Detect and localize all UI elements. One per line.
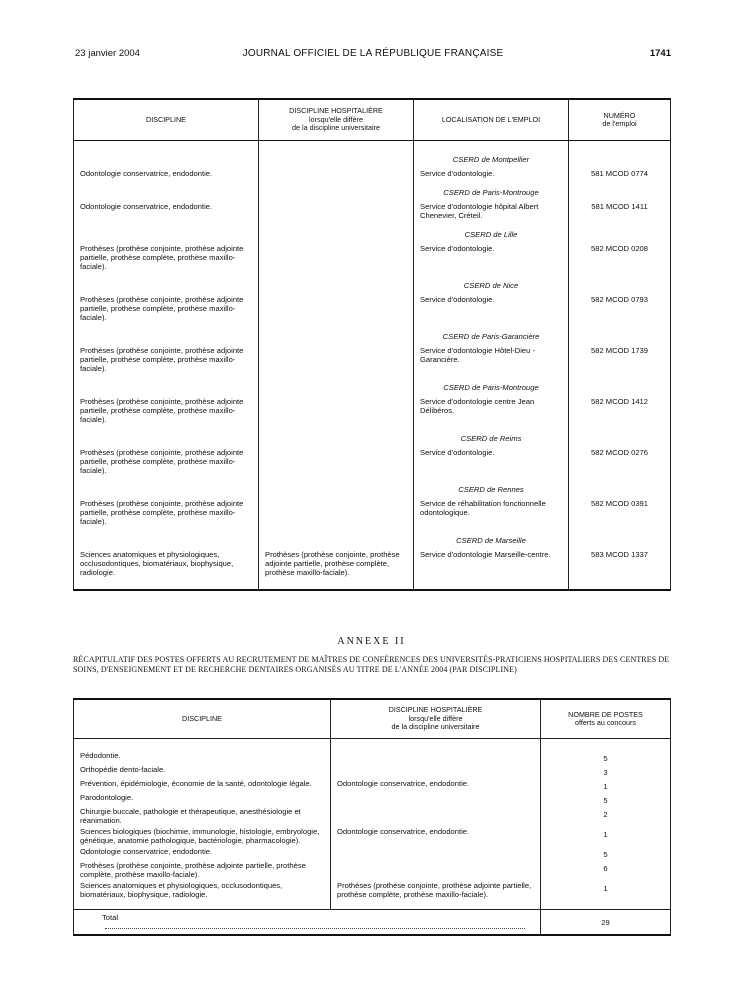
numero-cell: 582 MCOD 0391 xyxy=(569,479,671,530)
header-numero: NUMÉRO de l'emploi xyxy=(569,99,671,141)
localisation-cell xyxy=(414,275,569,326)
total-label: Total xyxy=(102,913,119,922)
count-cell: 3 xyxy=(541,763,671,777)
table-row xyxy=(74,377,671,428)
service-label: Service d'odontologie centre Jean Délibéros. xyxy=(420,397,535,415)
table-row xyxy=(74,182,671,224)
service-label: Service d'odontologie. xyxy=(420,169,495,178)
hosp-cell xyxy=(331,805,541,825)
hosp-cell: Odontologie conservatrice, endodontie. xyxy=(331,825,541,845)
numero-cell: 582 MCOD 0276 xyxy=(569,428,671,479)
table-row xyxy=(74,326,671,377)
hosp-cell xyxy=(259,224,414,275)
count-cell: 5 xyxy=(541,739,671,764)
page-number: 1741 xyxy=(649,48,671,59)
table-row xyxy=(74,739,671,764)
discipline-cell: Odontologie conservatrice, endodontie. xyxy=(74,182,259,224)
numero-cell: 581 MCOD 1411 xyxy=(569,182,671,224)
discipline-cell: Sciences biologiques (biochimie, immunologie, histologie, embryologie, génétique, anatomie pathologique, bactériologie, pharmacologie). xyxy=(74,825,331,845)
table-row xyxy=(74,428,671,479)
header-hosp: DISCIPLINE HOSPITALIÈRE lorsqu'elle diffère de la discipline universitaire xyxy=(331,699,541,739)
discipline-cell: Prothèses (prothèse conjointe, prothèse adjointe partielle, prothèse complète, prothèse maxillo-faciale). xyxy=(74,479,259,530)
page-header xyxy=(75,48,671,62)
hosp-cell xyxy=(331,763,541,777)
count-cell: 5 xyxy=(541,845,671,859)
hosp-cell xyxy=(259,326,414,377)
hosp-cell xyxy=(259,428,414,479)
recap-table xyxy=(73,698,671,936)
discipline-cell: Prothèses (prothèse conjointe, prothèse adjointe partielle, prothèse complète, prothèse maxillo-faciale). xyxy=(74,428,259,479)
cserd-label: CSERD de Marseille xyxy=(456,536,526,545)
table-row xyxy=(74,859,671,879)
discipline-cell: Orthopédie dento-faciale. xyxy=(74,763,331,777)
numero-cell: 582 MCOD 0793 xyxy=(569,275,671,326)
cserd-label: CSERD de Nice xyxy=(463,281,519,290)
numero-cell: 583 MCOD 1337 xyxy=(569,530,671,590)
table-row xyxy=(74,141,671,183)
hosp-cell: Prothèses (prothèse conjointe, prothèse adjointe partielle, prothèse complète, prothèse maxillo-faciale). xyxy=(331,879,541,910)
count-cell: 2 xyxy=(541,805,671,825)
discipline-cell: Prévention, épidémiologie, économie de la santé, odontologie légale. xyxy=(74,777,331,791)
localisation-cell xyxy=(414,182,569,224)
localisation-cell xyxy=(414,141,569,183)
numero-cell: 582 MCOD 1412 xyxy=(569,377,671,428)
numero-cell: 581 MCOD 0774 xyxy=(569,141,671,183)
header-nombre: NOMBRE DE POSTES offerts au concours xyxy=(541,699,671,739)
table-row xyxy=(74,763,671,777)
hosp-cell xyxy=(259,182,414,224)
total-label-cell xyxy=(74,910,541,936)
hosp-cell xyxy=(259,275,414,326)
service-label: Service d'odontologie. xyxy=(420,295,495,304)
cserd-label: CSERD de Lille xyxy=(464,230,518,239)
cserd-label: CSERD de Montpellier xyxy=(452,155,530,164)
posts-table xyxy=(73,98,671,591)
header-localisation: LOCALISATION DE L'EMPLOI xyxy=(414,99,569,141)
table-row xyxy=(74,845,671,859)
hosp-cell xyxy=(259,377,414,428)
count-cell: 5 xyxy=(541,791,671,805)
numero-cell: 582 MCOD 0208 xyxy=(569,224,671,275)
localisation-cell xyxy=(414,479,569,530)
cserd-label: CSERD de Paris-Montrouge xyxy=(443,188,539,197)
discipline-cell: Sciences anatomiques et physiologiques, occlusodontiques, biomatériaux, biophysique, radiologie. xyxy=(74,530,259,590)
localisation-cell xyxy=(414,326,569,377)
total-row xyxy=(74,910,671,936)
discipline-cell: Sciences anatomiques et physiologiques, occlusodontiques, biomatériaux, biophysique, radiologie. xyxy=(74,879,331,910)
service-label: Service d'odontologie Hôtel-Dieu - Garancière. xyxy=(420,346,535,364)
count-cell: 6 xyxy=(541,859,671,879)
hosp-cell xyxy=(331,739,541,764)
table-row xyxy=(74,879,671,910)
discipline-cell: Pédodontie. xyxy=(74,739,331,764)
hosp-cell xyxy=(331,859,541,879)
count-cell: 1 xyxy=(541,825,671,845)
cserd-label: CSERD de Paris-Montrouge xyxy=(443,383,539,392)
table-row xyxy=(74,530,671,590)
numero-cell: 582 MCOD 1739 xyxy=(569,326,671,377)
total-value: 29 xyxy=(541,910,671,936)
service-label: Service d'odontologie Marseille-centre. xyxy=(420,550,551,559)
count-cell: 1 xyxy=(541,777,671,791)
hosp-cell: Prothèses (prothèse conjointe, prothèse adjointe partielle, prothèse complète, prothèse maxillo-faciale). xyxy=(259,530,414,590)
cserd-label: CSERD de Paris-Garancière xyxy=(442,332,540,341)
header-discipline: DISCIPLINE xyxy=(74,99,259,141)
discipline-cell: Chirurgie buccale, pathologie et thérapeutique, anesthésiologie et réanimation. xyxy=(74,805,331,825)
discipline-cell: Prothèses (prothèse conjointe, prothèse adjointe partielle, prothèse complète, prothèse maxillo-faciale). xyxy=(74,859,331,879)
discipline-cell: Parodontologie. xyxy=(74,791,331,805)
discipline-cell: Odontologie conservatrice, endodontie. xyxy=(74,845,331,859)
localisation-cell xyxy=(414,428,569,479)
service-label: Service d'odontologie hôpital Albert Chenevier, Créteil. xyxy=(420,202,539,220)
discipline-cell: Prothèses (prothèse conjointe, prothèse adjointe partielle, prothèse complète, prothèse maxillo-faciale). xyxy=(74,377,259,428)
localisation-cell xyxy=(414,224,569,275)
table-row xyxy=(74,777,671,791)
header-hosp: DISCIPLINE HOSPITALIÈRE lorsqu'elle diffère de la discipline universitaire xyxy=(259,99,414,141)
recap-heading: RÉCAPITULATIF DES POSTES OFFERTS AU RECRUTEMENT DE MAÎTRES DE CONFÉRENCES DES UNIVERSITÉS-PRATICIENS HOSPITALIERS DES CENTRES DE SOINS, D'ENSEIGNEMENT ET DE RECHERCHE DENTAIRES ORGANISÉS AU TITRE DE L'ANNÉE 2004 (PAR DISCIPLINE) xyxy=(73,655,670,674)
discipline-cell: Odontologie conservatrice, endodontie. xyxy=(74,141,259,183)
service-label: Service d'odontologie. xyxy=(420,244,495,253)
cserd-label: CSERD de Rennes xyxy=(458,485,524,494)
hosp-cell xyxy=(331,791,541,805)
table-row xyxy=(74,805,671,825)
hosp-cell xyxy=(259,479,414,530)
hosp-cell xyxy=(259,141,414,183)
header-discipline: DISCIPLINE xyxy=(74,699,331,739)
discipline-cell: Prothèses (prothèse conjointe, prothèse adjointe partielle, prothèse complète, prothèse maxillo-faciale). xyxy=(74,224,259,275)
table-row xyxy=(74,479,671,530)
hosp-cell: Odontologie conservatrice, endodontie. xyxy=(331,777,541,791)
table-row xyxy=(74,825,671,845)
hosp-cell xyxy=(331,845,541,859)
table-row xyxy=(74,791,671,805)
discipline-cell: Prothèses (prothèse conjointe, prothèse adjointe partielle, prothèse complète, prothèse maxillo-faciale). xyxy=(74,275,259,326)
annexe-title: ANNEXE II xyxy=(337,636,406,647)
service-label: Service de réhabilitation fonctionnelle odontologique. xyxy=(420,499,546,517)
count-cell: 1 xyxy=(541,879,671,910)
table-row xyxy=(74,224,671,275)
cserd-label: CSERD de Reims xyxy=(460,434,522,443)
discipline-cell: Prothèses (prothèse conjointe, prothèse adjointe partielle, prothèse complète, prothèse maxillo-faciale). xyxy=(74,326,259,377)
journal-title: JOURNAL OFFICIEL DE LA RÉPUBLIQUE FRANÇAISE xyxy=(242,48,504,59)
header-date: 23 janvier 2004 xyxy=(75,48,140,59)
localisation-cell xyxy=(414,377,569,428)
localisation-cell xyxy=(414,530,569,590)
table-row xyxy=(74,275,671,326)
service-label: Service d'odontologie. xyxy=(420,448,495,457)
